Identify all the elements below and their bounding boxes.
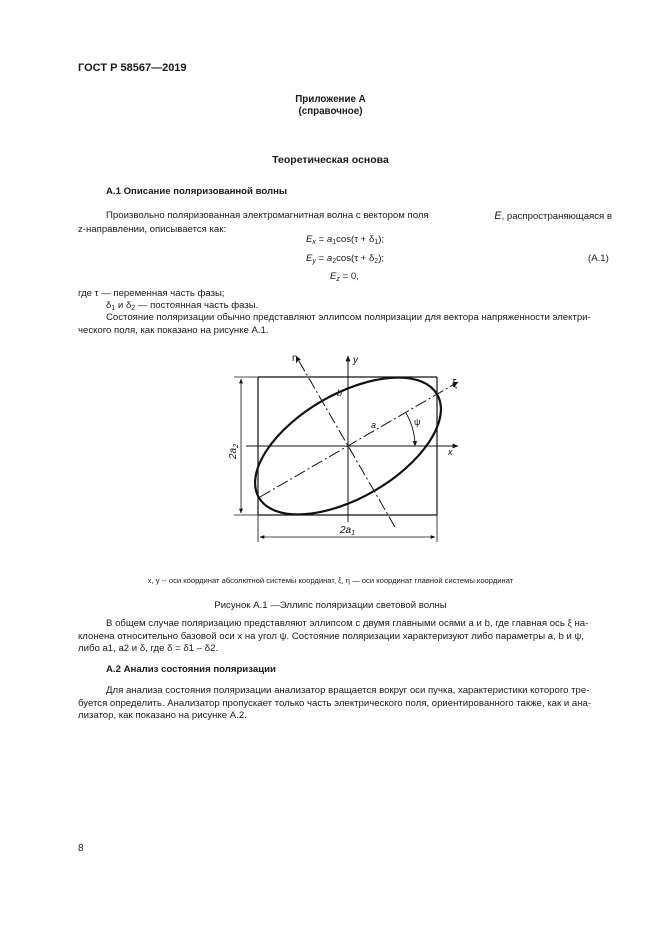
- analysis-line2: буется определить. Анализатор пропускает только часть электрического поля, ориентированного также, как и ана-: [78, 697, 592, 709]
- equation-number: (А.1): [588, 253, 609, 264]
- field-vector-e: E: [494, 210, 502, 222]
- x-label: x: [448, 447, 453, 457]
- psi-label: ψ: [414, 417, 421, 427]
- appendix-type: (справочное): [298, 106, 363, 117]
- xi-axis: [260, 382, 458, 497]
- eta-axis: [296, 356, 395, 527]
- section-a1-title: А.1 Описание поляризованной волны: [106, 186, 288, 197]
- semi-major-a-label: a: [371, 420, 377, 430]
- state-line2: ческого поля, как показано на рисунке А.1.: [78, 324, 269, 336]
- eta-label: η: [292, 353, 298, 364]
- where-tau: где τ — переменная часть фазы;: [78, 288, 225, 299]
- dimension-2a2-label: $2a_2$: [228, 443, 240, 459]
- intro-text-line1: Произвольно поляризованная электромагнитная волна с вектором поля: [106, 210, 429, 221]
- state-line1: Состояние поляризации обычно представляют эллипсом поляризации для вектора напряженности электри-: [106, 312, 591, 323]
- dimension-2a1-label: $2a_1$: [340, 525, 356, 537]
- xi-label: ξ: [452, 378, 457, 390]
- page-heading: Теоретическая основа: [272, 154, 389, 166]
- general-paragraph: [78, 618, 612, 656]
- analysis-paragraph: [78, 685, 612, 723]
- page-number: 8: [78, 843, 84, 854]
- analysis-line1: Для анализа состояния поляризации анализатор вращается вокруг оси пучка, характеристики которого тре-: [106, 685, 590, 696]
- equation-ey: $E_y = a_2\cos(\tau + \delta_2)$;: [306, 253, 385, 265]
- general-line3: либо a1, a2 и δ, где δ = δ1 – δ2.: [78, 643, 219, 655]
- appendix-title: Приложение А: [295, 94, 366, 105]
- where-delta: $\delta_1$ и $\delta_2$ — постоянная часть фазы.: [106, 300, 259, 312]
- intro-text-line1-end: , распространяющаяся в: [501, 211, 612, 222]
- general-line1: В общем случае поляризацию представляют эллипсом с двумя главными осями a и b, где главная ось ξ на-: [106, 618, 589, 629]
- semi-minor-b-label: b: [337, 388, 343, 398]
- figure-caption: Рисунок А.1 —Эллипс поляризации световой волны: [214, 600, 447, 611]
- figure-legend: x, y -- оси координат абсолютной системы координат, ξ, η — оси координат главной системы координат: [147, 576, 514, 585]
- document-header: ГОСТ Р 58567—2019: [78, 62, 187, 74]
- equation-ez: $E_z = 0$,: [330, 271, 359, 283]
- analysis-line3: лизатор, как показано на рисунке А.2.: [78, 710, 247, 722]
- y-label: y: [353, 355, 358, 366]
- section-a2-title: А.2 Анализ состояния поляризации: [106, 664, 276, 675]
- intro-text-line2: z-направлении, описывается как:: [78, 223, 227, 235]
- general-line2: клонена относительно базовой оси x на угол ψ. Состояние поляризации характеризуют либо параметры a, b и ψ,: [78, 630, 584, 642]
- equation-ex: $E_x = a_1\cos(\tau + \delta_1)$;: [306, 234, 385, 246]
